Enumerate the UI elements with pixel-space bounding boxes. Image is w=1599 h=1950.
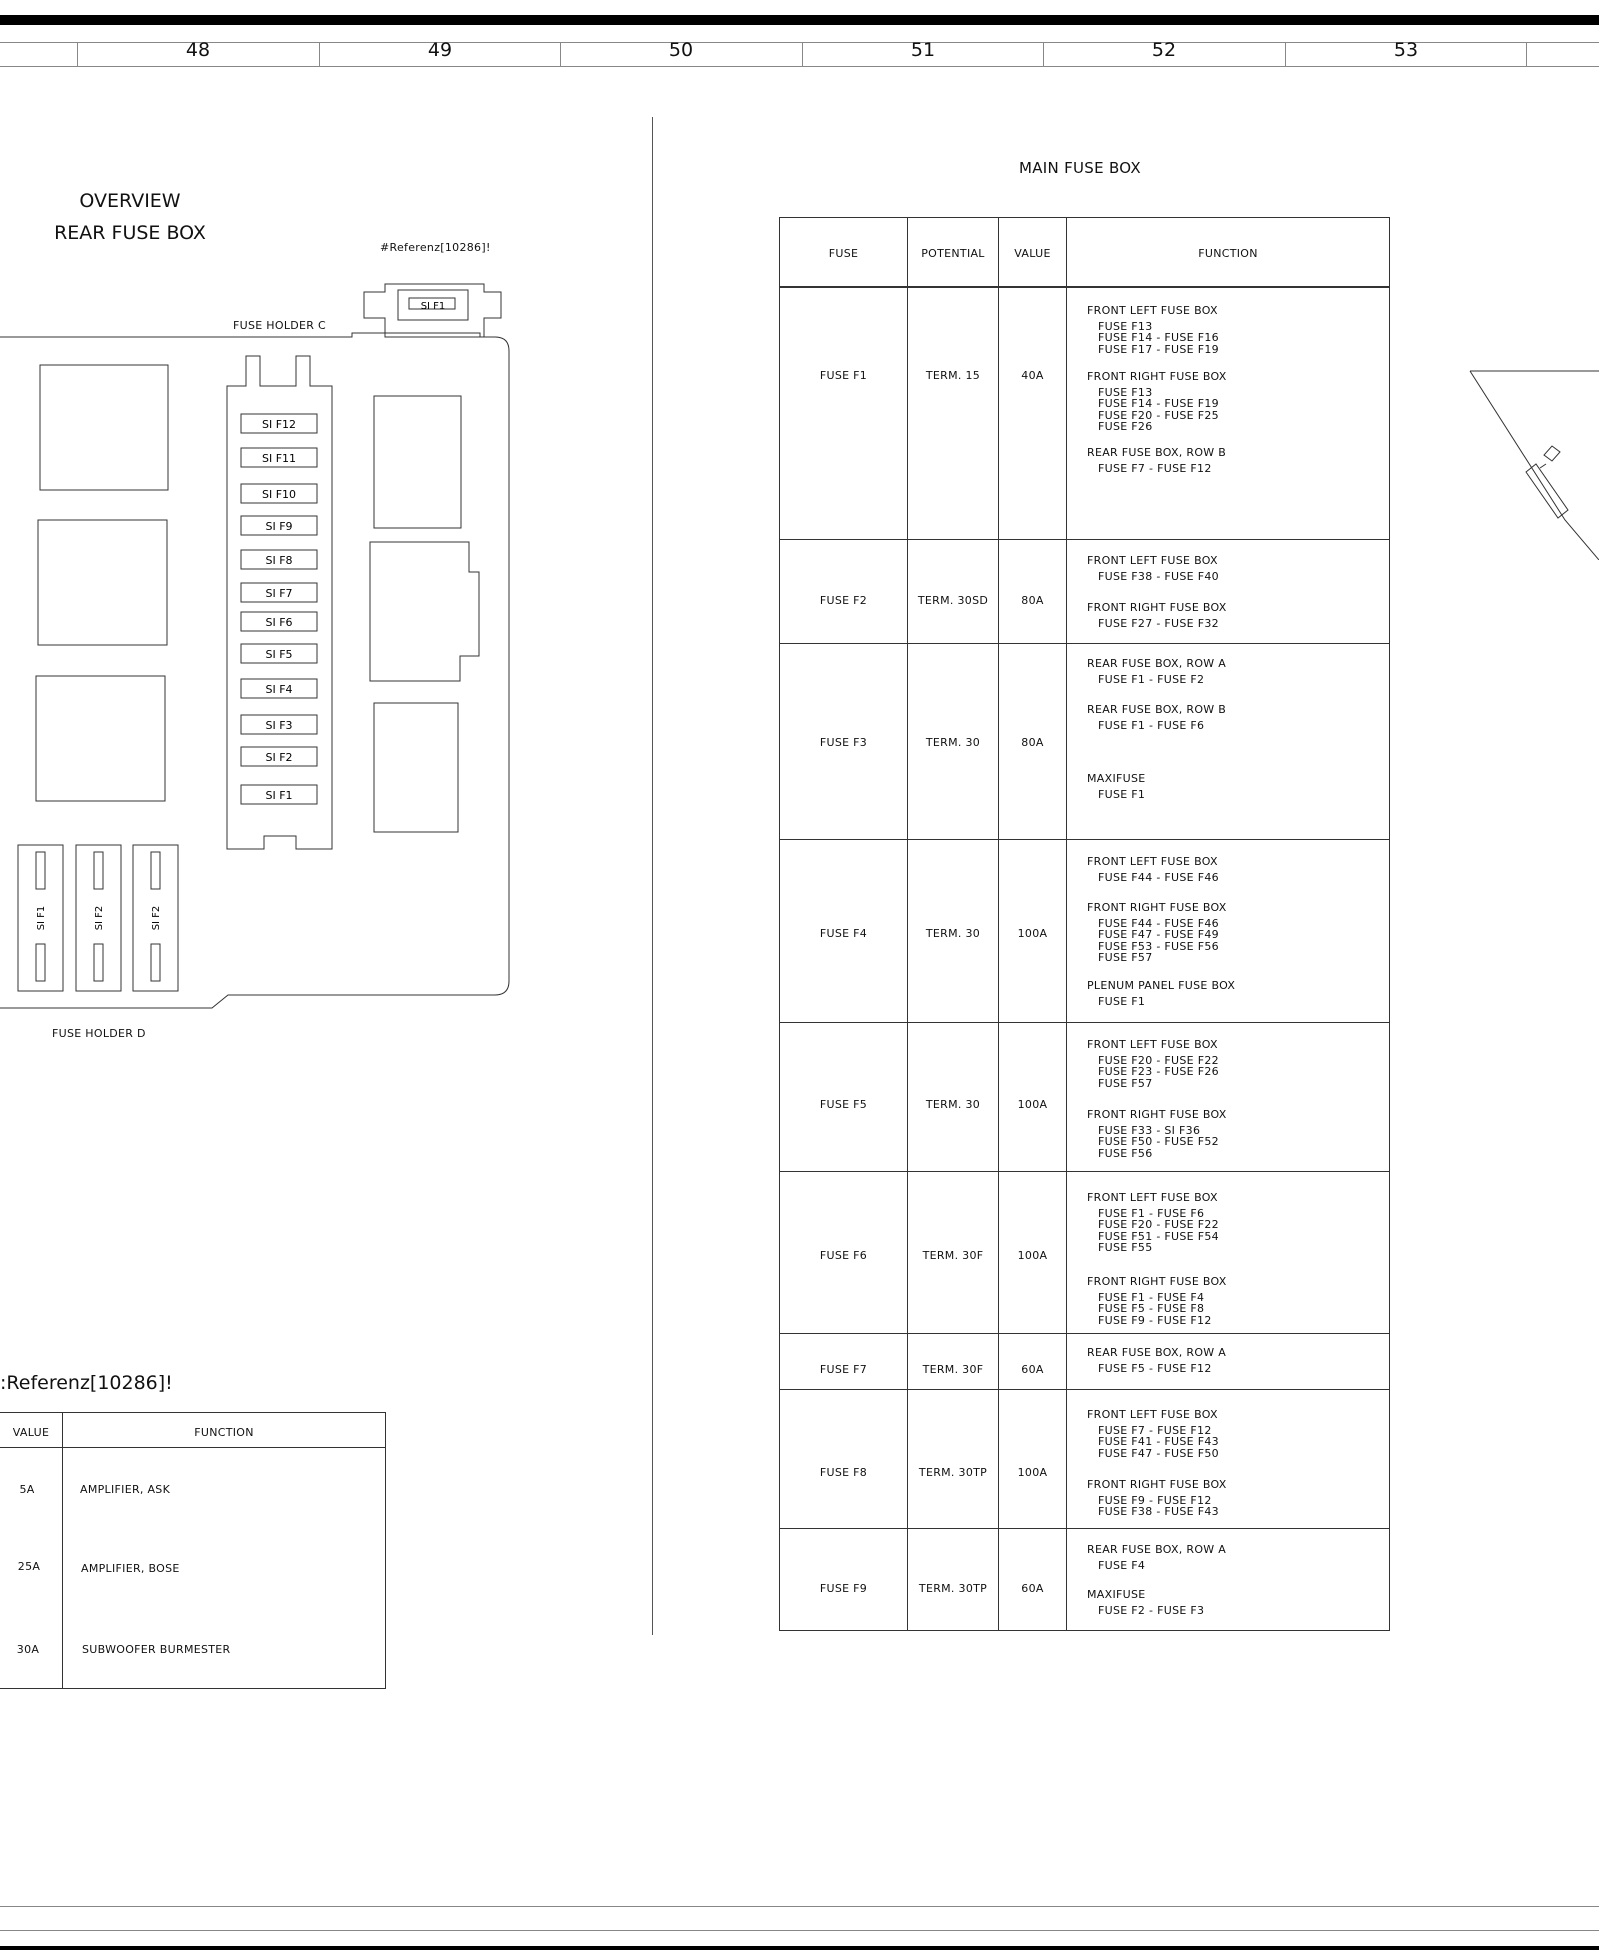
value-cell: 40A: [1021, 369, 1044, 382]
function-group: [1087, 1109, 1227, 1159]
function-item: FUSE F38 - FUSE F43: [1098, 1505, 1219, 1518]
function-item: FUSE F20 - FUSE F25: [1098, 408, 1219, 422]
function-item: FUSE F1 - FUSE F6: [1098, 718, 1205, 732]
function-item: FUSE F44 - FUSE F46: [1098, 870, 1219, 884]
bottom-border-bar: [0, 1946, 1599, 1950]
function-item: FUSE F56: [1098, 1146, 1153, 1160]
main-fuse-box-title: MAIN FUSE BOX: [1018, 159, 1142, 177]
function-group: [1087, 856, 1219, 883]
function-group: [1087, 371, 1227, 433]
holder-d-fuse-label: SI F2: [151, 905, 162, 931]
holder-d-fuse-label: SI F2: [94, 905, 105, 931]
function-heading: FRONT RIGHT FUSE BOX: [1087, 1478, 1227, 1491]
function-item: FUSE F20 - FUSE F22: [1098, 1053, 1219, 1067]
function-item: FUSE F57: [1098, 1076, 1153, 1090]
footer-line: [0, 1930, 1599, 1931]
fuse-holder-d-label: FUSE HOLDER D: [52, 1027, 146, 1040]
header-value: VALUE: [1014, 247, 1051, 260]
value-cell: 100A: [1017, 1466, 1048, 1479]
function-item: FUSE F1 - FUSE F2: [1098, 672, 1205, 686]
header-fuse: FUSE: [828, 247, 859, 260]
footer-line: [0, 1906, 1599, 1907]
function-heading: FRONT LEFT FUSE BOX: [1087, 1038, 1218, 1051]
rear-fuse-box-diagram: [0, 0, 652, 1100]
small-table-function: SUBWOOFER BURMESTER: [82, 1643, 231, 1656]
function-item: FUSE F57: [1098, 951, 1153, 964]
potential-cell: TERM. 30SD: [917, 594, 989, 607]
overview-title: OVERVIEW: [79, 190, 181, 212]
function-group: [1087, 305, 1219, 355]
column-number-52: 52: [1151, 39, 1177, 61]
relay-box-6: [374, 703, 458, 832]
small-table-header-value: VALUE: [12, 1426, 50, 1439]
potential-cell: TERM. 30: [925, 1098, 981, 1111]
column-number-49: 49: [427, 39, 453, 61]
potential-cell: TERM. 30: [925, 927, 981, 940]
small-table-value: 25A: [17, 1560, 41, 1573]
potential-cell: TERM. 30TP: [918, 1582, 988, 1595]
function-heading: FRONT RIGHT FUSE BOX: [1087, 601, 1227, 614]
relay-box-2: [38, 520, 167, 645]
function-item: FUSE F27 - FUSE F32: [1098, 616, 1219, 630]
function-heading: FRONT LEFT FUSE BOX: [1087, 304, 1218, 317]
relay-box-1: [40, 365, 168, 490]
function-item: FUSE F13: [1098, 385, 1153, 399]
holder-c-fuse-label: SI F1: [265, 789, 293, 802]
small-table-value: 5A: [19, 1483, 35, 1496]
function-item: FUSE F7 - FUSE F12: [1098, 1423, 1212, 1437]
function-heading: FRONT RIGHT FUSE BOX: [1087, 901, 1227, 914]
function-item: FUSE F2 - FUSE F3: [1098, 1603, 1205, 1617]
function-heading: MAXIFUSE: [1087, 1588, 1146, 1601]
function-group: [1087, 1192, 1219, 1254]
holder-c-fuse-label: SI F6: [265, 616, 293, 629]
potential-cell: TERM. 30TP: [918, 1466, 988, 1479]
function-item: FUSE F1: [1098, 787, 1146, 801]
fuse-holder-d-contact: [94, 852, 103, 889]
edge-part: [1544, 446, 1560, 461]
potential-cell: TERM. 15: [925, 369, 981, 382]
function-item: FUSE F13: [1098, 319, 1153, 333]
function-item: FUSE F23 - FUSE F26: [1098, 1065, 1219, 1078]
value-cell: 60A: [1021, 1582, 1044, 1595]
function-item: FUSE F14 - FUSE F16: [1098, 331, 1219, 344]
small-table-function: AMPLIFIER, ASK: [80, 1483, 171, 1496]
holder-c-fuse-label: SI F8: [265, 554, 293, 567]
potential-cell: TERM. 30F: [922, 1249, 984, 1262]
fuse-cell: FUSE F4: [819, 927, 868, 940]
function-item: FUSE F9 - FUSE F12: [1098, 1313, 1212, 1327]
table-row-divider: [780, 839, 1389, 840]
function-item: FUSE F38 - FUSE F40: [1098, 569, 1219, 583]
column-number-51: 51: [910, 39, 936, 61]
function-heading: FRONT RIGHT FUSE BOX: [1087, 1275, 1227, 1288]
function-heading: FRONT LEFT FUSE BOX: [1087, 855, 1218, 868]
fuse-holder-d-contact: [36, 944, 45, 981]
holder-c-fuse-label: SI F2: [265, 751, 293, 764]
function-item: FUSE F7 - FUSE F12: [1098, 461, 1212, 475]
holder-c-fuse-label: SI F4: [265, 683, 293, 696]
function-heading: REAR FUSE BOX, ROW A: [1087, 1346, 1227, 1359]
function-group: [1087, 1409, 1219, 1459]
small-fuse-table: [0, 1412, 386, 1689]
reference-fuse-label: SI F1: [420, 301, 446, 312]
fuse-holder-d-contact: [151, 852, 160, 889]
fuse-cell: FUSE F6: [819, 1249, 868, 1262]
function-group: [1087, 1039, 1219, 1089]
function-item: FUSE F4: [1098, 1558, 1146, 1572]
table-header-line: [0, 1447, 385, 1448]
column-number-53: 53: [1393, 39, 1419, 61]
value-cell: 100A: [1017, 1098, 1048, 1111]
relay-box-5: [370, 542, 479, 681]
table-row-divider: [780, 1389, 1389, 1390]
ruler-tick: [802, 42, 803, 66]
table-row-divider: [780, 1171, 1389, 1172]
function-item: FUSE F33 - SI F36: [1098, 1123, 1201, 1137]
table-row-divider: [780, 1022, 1389, 1023]
function-group: [1087, 704, 1226, 731]
fuse-cell: FUSE F2: [819, 594, 868, 607]
function-group: [1087, 1479, 1227, 1518]
small-table-value: 30A: [16, 1643, 40, 1656]
function-group: [1087, 980, 1235, 1007]
fuse-holder-d-contact: [94, 944, 103, 981]
potential-cell: TERM. 30F: [922, 1363, 984, 1376]
function-group: [1087, 658, 1226, 685]
holder-c-fuse-label: SI F9: [265, 520, 293, 533]
function-item: FUSE F1 - FUSE F4: [1098, 1290, 1205, 1304]
holder-c-fuse-label: SI F12: [261, 418, 297, 431]
function-item: FUSE F26: [1098, 420, 1153, 433]
function-heading: FRONT RIGHT FUSE BOX: [1087, 1108, 1227, 1121]
fuse-cell: FUSE F5: [819, 1098, 868, 1111]
function-group: [1087, 1544, 1226, 1571]
potential-cell: TERM. 30: [925, 736, 981, 749]
function-item: FUSE F5 - FUSE F12: [1098, 1361, 1212, 1375]
function-heading: PLENUM PANEL FUSE BOX: [1087, 979, 1236, 992]
ruler-tick: [1043, 42, 1044, 66]
rear-fuse-box-title: REAR FUSE BOX: [54, 222, 206, 244]
function-group: [1087, 1276, 1227, 1326]
function-item: FUSE F51 - FUSE F54: [1098, 1229, 1219, 1243]
header-potential: POTENTIAL: [921, 247, 985, 260]
function-heading: REAR FUSE BOX, ROW B: [1087, 446, 1227, 459]
function-item: FUSE F5 - FUSE F8: [1098, 1302, 1205, 1315]
column-number-50: 50: [668, 39, 694, 61]
function-heading: REAR FUSE BOX, ROW A: [1087, 1543, 1227, 1556]
ruler-tick: [1285, 42, 1286, 66]
fuse-cell: FUSE F1: [819, 369, 868, 382]
function-heading: REAR FUSE BOX, ROW A: [1087, 657, 1227, 670]
relay-box-4: [374, 396, 461, 528]
table-column-line: [907, 218, 908, 1630]
value-cell: 100A: [1017, 927, 1048, 940]
table-header-line: [780, 286, 1389, 288]
function-item: FUSE F9 - FUSE F12: [1098, 1493, 1212, 1507]
fuse-cell: FUSE F9: [819, 1582, 868, 1595]
table-column-line: [1066, 218, 1067, 1630]
main-fuse-table: [779, 217, 1390, 1631]
function-heading: REAR FUSE BOX, ROW B: [1087, 703, 1227, 716]
function-group: [1087, 555, 1219, 582]
ruler-tick: [1526, 42, 1527, 66]
table-row-divider: [780, 1528, 1389, 1529]
holder-c-fuse-label: SI F3: [265, 719, 293, 732]
function-item: FUSE F14 - FUSE F19: [1098, 397, 1219, 410]
section-divider: [652, 117, 653, 1635]
edge-part: [1540, 464, 1546, 468]
fuse-cell: FUSE F7: [819, 1363, 868, 1376]
function-group: [1087, 1589, 1204, 1616]
value-cell: 80A: [1021, 594, 1044, 607]
function-item: FUSE F17 - FUSE F19: [1098, 342, 1219, 356]
table-row-divider: [780, 643, 1389, 644]
value-cell: 60A: [1021, 1363, 1044, 1376]
function-item: FUSE F44 - FUSE F46: [1098, 916, 1219, 930]
holder-d-fuse-label: SI F1: [36, 905, 47, 931]
small-table-function: AMPLIFIER, BOSE: [81, 1562, 180, 1575]
small-table-header-function: FUNCTION: [194, 1426, 254, 1439]
function-group: [1087, 602, 1227, 629]
fuse-cell: FUSE F8: [819, 1466, 868, 1479]
fuse-cell: FUSE F3: [819, 736, 868, 749]
small-table-title: :Referenz[10286]!: [0, 1372, 173, 1394]
function-heading: FRONT RIGHT FUSE BOX: [1087, 370, 1227, 383]
value-cell: 80A: [1021, 736, 1044, 749]
function-heading: FRONT LEFT FUSE BOX: [1087, 1408, 1218, 1421]
table-row-divider: [780, 539, 1389, 540]
fuse-holder-d-contact: [151, 944, 160, 981]
function-item: FUSE F53 - FUSE F56: [1098, 939, 1219, 953]
holder-c-fuses: [241, 414, 317, 804]
table-row-divider: [780, 1333, 1389, 1334]
header-function: FUNCTION: [1198, 247, 1258, 260]
relay-box-3: [36, 676, 165, 801]
function-item: FUSE F20 - FUSE F22: [1098, 1218, 1219, 1231]
function-item: FUSE F47 - FUSE F49: [1098, 928, 1219, 941]
function-group: [1087, 1347, 1226, 1374]
function-heading: FRONT LEFT FUSE BOX: [1087, 554, 1218, 567]
cropped-component-drawing: [1460, 360, 1599, 560]
column-number-48: 48: [185, 39, 211, 61]
table-column-line: [998, 218, 999, 1630]
function-group: [1087, 773, 1146, 800]
holder-c-fuse-label: SI F7: [265, 587, 293, 600]
table-column-line: [62, 1413, 63, 1688]
function-item: FUSE F55: [1098, 1241, 1153, 1254]
fuse-holder-c-label: FUSE HOLDER C: [233, 319, 327, 332]
function-item: FUSE F1: [1098, 994, 1146, 1008]
value-cell: 100A: [1017, 1249, 1048, 1262]
function-item: FUSE F50 - FUSE F52: [1098, 1135, 1219, 1148]
function-item: FUSE F1 - FUSE F6: [1098, 1206, 1205, 1220]
holder-c-fuse-label: SI F11: [261, 452, 297, 465]
function-item: FUSE F47 - FUSE F50: [1098, 1446, 1219, 1460]
function-group: [1087, 447, 1226, 474]
function-item: FUSE F41 - FUSE F43: [1098, 1435, 1219, 1448]
reference-label: #Referenz[10286]!: [380, 241, 491, 254]
fuse-holder-d-contact: [36, 852, 45, 889]
holder-c-fuse-label: SI F5: [265, 648, 293, 661]
function-heading: MAXIFUSE: [1087, 772, 1146, 785]
holder-c-fuse-label: SI F10: [261, 488, 297, 501]
function-heading: FRONT LEFT FUSE BOX: [1087, 1191, 1218, 1204]
function-group: [1087, 902, 1227, 964]
